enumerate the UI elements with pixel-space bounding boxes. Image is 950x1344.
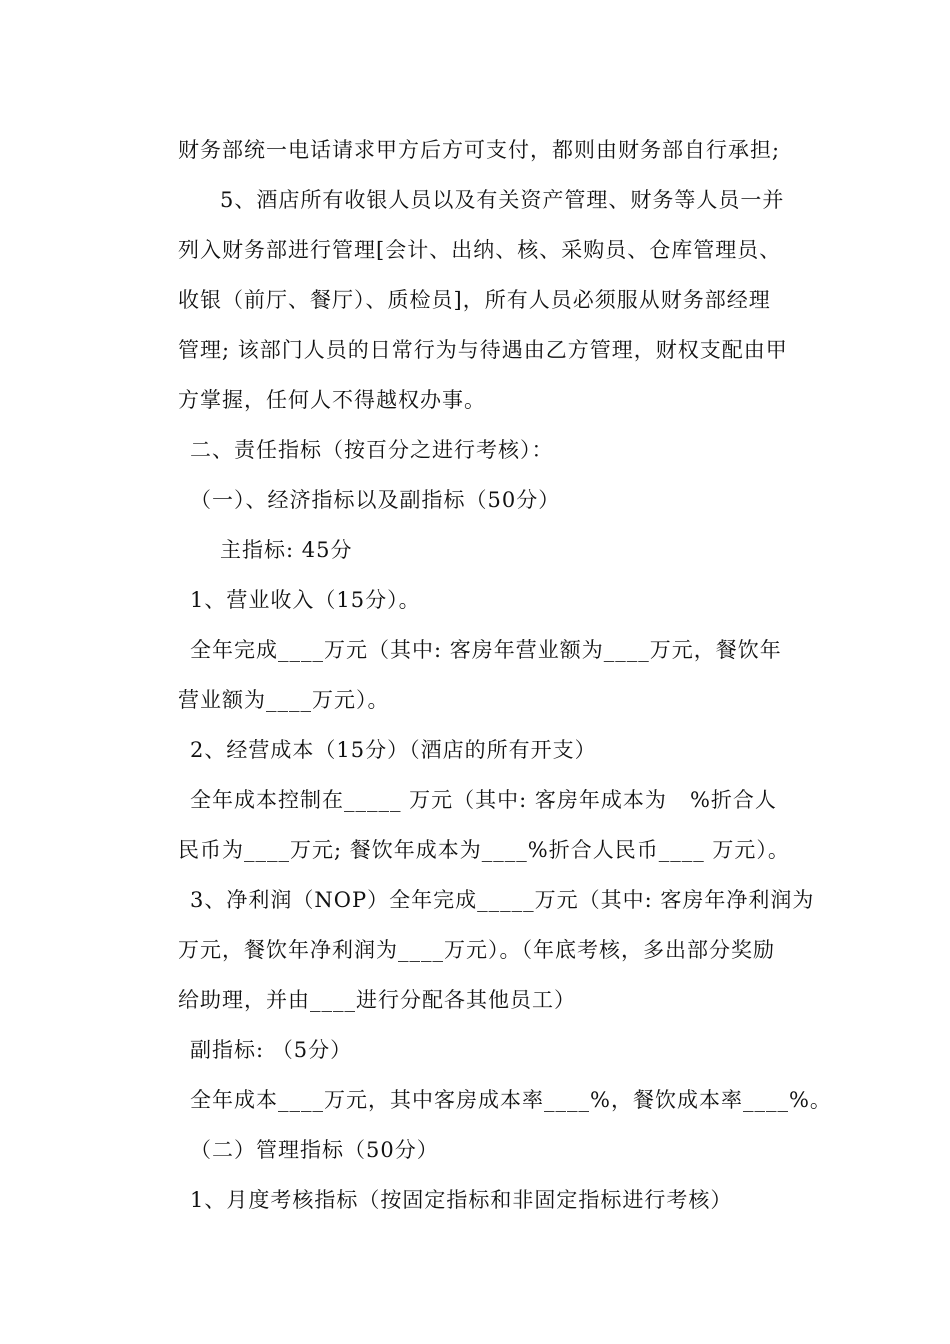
section-heading: 二、责任指标（按百分之进行考核）： — [190, 438, 554, 462]
text-line: 3、净利润（NOP）全年完成_____万元（其中: 客房年净利润为 — [190, 888, 815, 912]
text-line: 5、酒店所有收银人员以及有关资产管理、财务等人员一并 — [220, 188, 785, 212]
text-line: 收银（前厅、餐厅）、质检员]，所有人员必须服从财务部经理 — [178, 288, 771, 312]
text-line: 1、营业收入（15分）。 — [190, 588, 421, 612]
text-line: 财务部统一电话请求甲方后方可支付，都则由财务部自行承担; — [178, 138, 781, 162]
subsection-heading: （二）管理指标（50分） — [190, 1138, 439, 1162]
text-line: 方掌握，任何人不得越权办事。 — [178, 388, 486, 412]
text-line: 1、月度考核指标（按固定指标和非固定指标进行考核） — [190, 1188, 733, 1212]
text-line: 全年成本控制在_____ 万元（其中: 客房年成本为 %折合人 — [190, 788, 777, 812]
text-line: 万元，餐饮年净利润为____万元）。（年底考核，多出部分奖励 — [178, 938, 775, 962]
text-line: 民币为____万元; 餐饮年成本为____%折合人民币____ 万元）。 — [178, 838, 790, 862]
subsection-heading: （一）、经济指标以及副指标（50分） — [190, 488, 561, 512]
text-line: 2、经营成本（15分）（酒店的所有开支） — [190, 738, 597, 762]
text-line: 副指标: （5分） — [190, 1038, 353, 1062]
text-line: 管理; 该部门人员的日常行为与待遇由乙方管理，财权支配由甲 — [178, 338, 788, 362]
text-line: 给助理，并由____进行分配各其他员工） — [178, 988, 576, 1012]
text-line: 主指标: 45分 — [220, 538, 353, 562]
text-line: 全年完成____万元（其中: 客房年营业额为____万元，餐饮年 — [190, 638, 782, 662]
text-line: 营业额为____万元）。 — [178, 688, 390, 712]
text-line: 全年成本____万元，其中客房成本率____%，餐饮成本率____%。 — [190, 1088, 832, 1112]
text-line: 列入财务部进行管理[会计、出纳、核、采购员、仓库管理员、 — [178, 238, 782, 262]
